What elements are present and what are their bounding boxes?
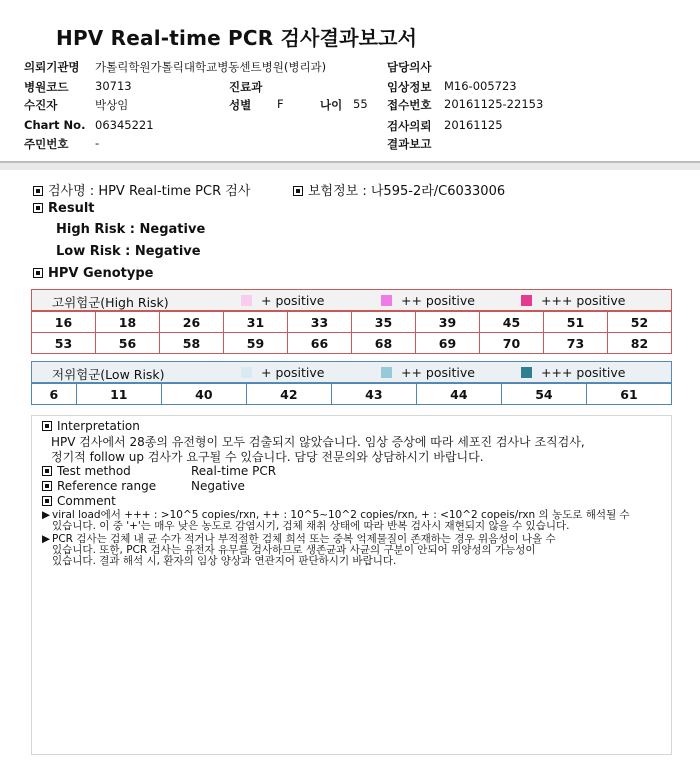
high-risk-result: High Risk : Negative <box>56 222 206 237</box>
legend-label: ++ positive <box>401 365 475 380</box>
genotype-cell: 18 <box>96 312 160 333</box>
genotype-heading <box>33 266 153 281</box>
genotype-cell: 40 <box>161 384 246 405</box>
low-risk-title: 저위험군(Low Risk) <box>52 367 165 382</box>
genotype-cell: 54 <box>501 384 586 405</box>
interpretation-heading-text: Interpretation <box>57 419 140 433</box>
genotype-cell: 43 <box>331 384 416 405</box>
hr-legend-plus <box>241 293 324 308</box>
genotype-cell: 68 <box>352 333 416 354</box>
genotype-cell: 26 <box>160 312 224 333</box>
genotype-cell: 35 <box>352 312 416 333</box>
genotype-cell: 44 <box>416 384 501 405</box>
checkbox-icon <box>33 186 43 196</box>
legend-swatch-icon <box>381 295 392 306</box>
test-method-label <box>42 464 131 478</box>
test-method-label-text: Test method <box>57 464 131 478</box>
table-row <box>32 333 672 354</box>
genotype-cell: 82 <box>608 333 672 354</box>
comment-line-2: 있습니다. 이 중 '+'는 매우 낮은 농도로 감염시기, 검체 채취 상태에 따라 반복 검사시 재현되지 않을 수 있습니다. <box>52 520 570 532</box>
comment-label <box>42 494 116 508</box>
high-risk-header <box>31 289 672 311</box>
request-date-value: 20161125 <box>444 118 503 132</box>
request-date-label: 검사의뢰 <box>387 119 432 133</box>
examinee-label: 수진자 <box>24 98 58 112</box>
interpretation-line-1: HPV 검사에서 28종의 유전형이 모두 검출되지 않았습니다. 임상 증상에 따라 세포진 검사나 조직검사, <box>51 435 585 449</box>
report-title: HPV Real-time PCR 검사결과보고서 <box>56 26 418 50</box>
checkbox-icon <box>42 466 52 476</box>
genotype-cell: 53 <box>32 333 96 354</box>
bullet-icon: ▶ <box>42 533 51 545</box>
genotype-cell: 61 <box>586 384 671 405</box>
examinee-value: 박상임 <box>95 98 129 112</box>
genotype-cell: 31 <box>224 312 288 333</box>
chart-no-value: 06345221 <box>95 118 154 132</box>
test-name-text: 검사명 : HPV Real-time PCR 검사 <box>48 184 251 199</box>
comment-line-5: 있습니다. 결과 해석 시, 환자의 임상 양상과 연관지어 판단하시기 바랍니다. <box>52 555 397 567</box>
genotype-cell: 42 <box>246 384 331 405</box>
report-header <box>0 0 700 163</box>
high-risk-title: 고위험군(High Risk) <box>52 295 169 310</box>
hr-legend-plusplus <box>381 293 475 308</box>
resident-no-value: - <box>95 136 100 150</box>
legend-swatch-icon <box>381 367 392 378</box>
genotype-cell: 16 <box>32 312 96 333</box>
reference-range-label-text: Reference range <box>57 479 157 493</box>
hospital-code-label: 병원코드 <box>24 80 69 94</box>
high-risk-genotype-table <box>31 311 672 354</box>
legend-label: + positive <box>261 293 325 308</box>
genotype-cell: 52 <box>608 312 672 333</box>
legend-swatch-icon <box>521 295 532 306</box>
legend-swatch-icon <box>241 295 252 306</box>
table-row <box>32 312 672 333</box>
receipt-label: 접수번호 <box>387 98 432 112</box>
low-risk-genotype-table <box>31 383 672 405</box>
test-method-value: Real-time PCR <box>191 464 277 478</box>
genotype-cell: 6 <box>32 384 77 405</box>
doctor-label: 담당의사 <box>387 60 432 74</box>
lr-legend-plusplusplus <box>521 365 625 380</box>
lr-legend-plusplus <box>381 365 475 380</box>
hospital-code-value: 30713 <box>95 79 132 93</box>
genotype-cell: 51 <box>544 312 608 333</box>
genotype-cell: 59 <box>224 333 288 354</box>
legend-swatch-icon <box>241 367 252 378</box>
genotype-cell: 11 <box>76 384 161 405</box>
interpretation-heading <box>42 419 140 433</box>
comment-line-4: 있습니다. 또한, PCR 검사는 유전자 유무를 검사하므로 생존균과 사균의 구분이 안되어 위양성의 가능성이 <box>52 544 536 556</box>
result-heading <box>33 201 95 216</box>
comment-label-text: Comment <box>57 494 116 508</box>
comment-line-1: viral load에서 +++ : >10^5 copies/rxn, ++ : 10^5~10^2 copies/rxn, + : <10^2 copeis/rxn 의 농도로 해석될 수 <box>52 509 630 521</box>
insurance-info <box>293 180 505 199</box>
institution-label: 의뢰기관명 <box>24 60 80 74</box>
result-heading-text: Result <box>48 201 95 216</box>
comment-line-3: PCR 검사는 검체 내 균 수가 적거나 부적절한 검체 희석 또는 중복 억제물질이 존재하는 경우 위음성이 나올 수 <box>52 533 556 545</box>
lr-legend-plus <box>241 365 324 380</box>
genotype-cell: 73 <box>544 333 608 354</box>
resident-no-label: 주민번호 <box>24 137 69 151</box>
checkbox-icon <box>33 203 43 213</box>
legend-swatch-icon <box>521 367 532 378</box>
hr-legend-plusplusplus <box>521 293 625 308</box>
genotype-cell: 58 <box>160 333 224 354</box>
chart-no-label: Chart No. <box>24 118 86 132</box>
low-risk-result: Low Risk : Negative <box>56 244 201 259</box>
interpretation-line-2: 정기적 follow up 검사가 요구될 수 있습니다. 담당 전문의와 상담하시기 바랍니다. <box>51 450 484 464</box>
sex-value: F <box>277 97 284 111</box>
low-risk-header <box>31 361 672 383</box>
checkbox-icon <box>42 481 52 491</box>
sex-label: 성별 <box>229 98 252 112</box>
checkbox-icon <box>33 268 43 278</box>
checkbox-icon <box>42 496 52 506</box>
checkbox-icon <box>293 186 303 196</box>
genotype-cell: 45 <box>480 312 544 333</box>
department-label: 진료과 <box>229 80 263 94</box>
genotype-heading-text: HPV Genotype <box>48 266 154 281</box>
legend-label: ++ positive <box>401 293 475 308</box>
legend-label: +++ positive <box>541 365 626 380</box>
clinical-info-label: 임상정보 <box>387 80 432 94</box>
insurance-text: 보험정보 : 나595-2라/C6033006 <box>308 184 506 199</box>
genotype-cell: 70 <box>480 333 544 354</box>
checkbox-icon <box>42 421 52 431</box>
institution-value: 가톨릭학원가톨릭대학교병동센트병원(병리과) <box>95 60 327 74</box>
genotype-cell: 33 <box>288 312 352 333</box>
legend-label: + positive <box>261 365 325 380</box>
genotype-cell: 69 <box>416 333 480 354</box>
bullet-icon: ▶ <box>42 509 51 521</box>
table-row <box>32 384 672 405</box>
test-name <box>33 180 250 199</box>
legend-label: +++ positive <box>541 293 626 308</box>
receipt-value: 20161125-22153 <box>444 97 544 111</box>
age-label: 나이 <box>320 98 343 112</box>
reference-range-value: Negative <box>191 479 245 493</box>
clinical-info-value: M16-005723 <box>444 79 517 93</box>
genotype-cell: 66 <box>288 333 352 354</box>
genotype-cell: 56 <box>96 333 160 354</box>
reference-range-label <box>42 479 156 493</box>
result-report-label: 결과보고 <box>387 137 432 151</box>
age-value: 55 <box>353 97 368 111</box>
genotype-cell: 39 <box>416 312 480 333</box>
